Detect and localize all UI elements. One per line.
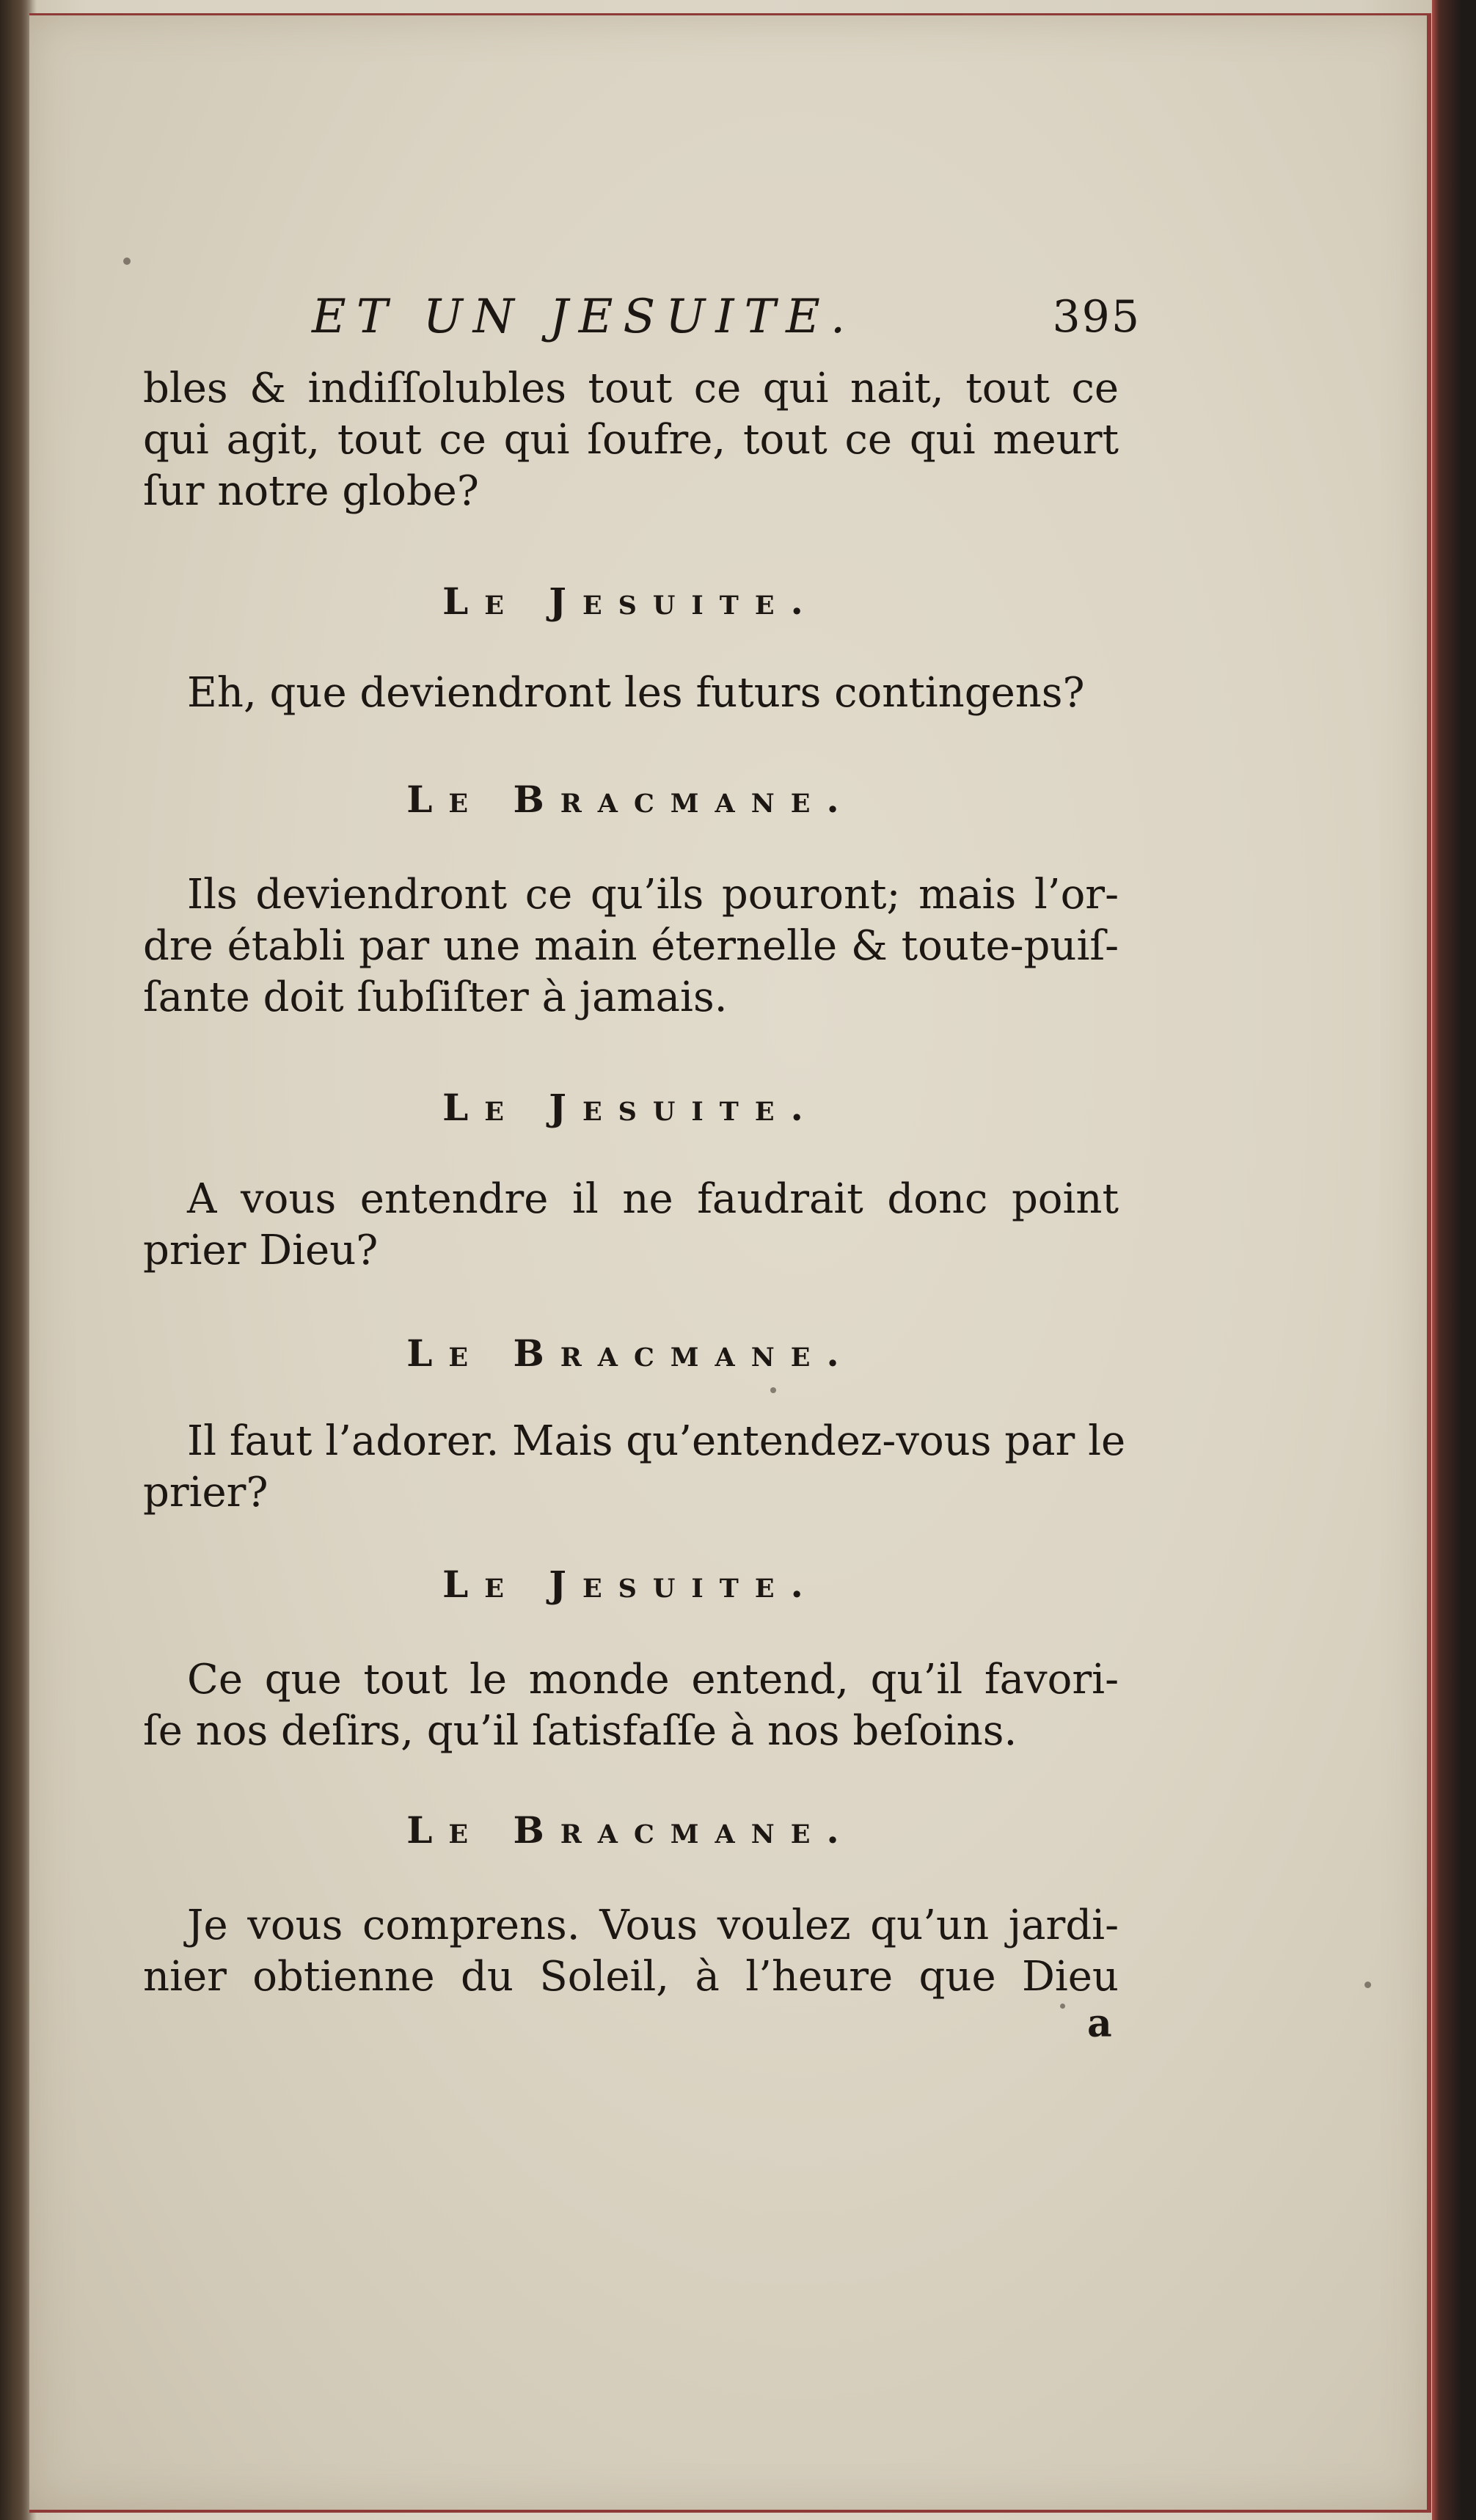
text-line: A vous entendre il ne faudrait donc point — [187, 1175, 1119, 1223]
text-line: prier? — [143, 1469, 268, 1516]
speaker-heading: Le Bracmane. — [406, 778, 855, 821]
foxing-spot — [123, 258, 131, 265]
text-line: Je vous comprens. Vous voulez qu’un jardi- — [187, 1902, 1119, 1949]
text-line: qui agit, tout ce qui ſoufre, tout ce qui meurt — [143, 416, 1119, 464]
speaker-heading: Le Bracmane. — [406, 1808, 855, 1852]
text-line: prier Dieu? — [143, 1227, 379, 1274]
foxing-spot — [1060, 2004, 1065, 2009]
text-line: nier obtienne du Soleil, à l’heure que Dieu — [143, 1953, 1119, 2001]
foxing-spot — [770, 1387, 776, 1393]
speaker-heading: Le Bracmane. — [406, 1332, 855, 1375]
catchword: a — [1087, 2001, 1112, 2046]
page-number: 395 — [1052, 291, 1141, 343]
text-line: dre établi par une main éternelle & toute-puiſ- — [143, 922, 1119, 970]
text-line: ſante doit ſubſiſter à jamais. — [143, 974, 728, 1021]
foxing-spot — [1364, 1982, 1371, 1988]
running-header — [312, 290, 1141, 344]
text-line: Ils deviendront ce qu’ils pouront; mais l’or- — [187, 871, 1119, 918]
text-line: Ce que tout le monde entend, qu’il favori- — [187, 1656, 1119, 1703]
text-line: ſe nos deſirs, qu’il ſatisfaſſe à nos beſoins. — [143, 1707, 1018, 1755]
text-line: bles & indiſſolubles tout ce qui nait, tout ce — [143, 365, 1119, 412]
speaker-heading: Le Jesuite. — [442, 580, 819, 623]
speaker-heading: Le Jesuite. — [442, 1086, 819, 1129]
speaker-heading: Le Jesuite. — [442, 1563, 819, 1606]
running-head-title: ET UN JESUITE. — [312, 290, 856, 344]
text-line: Eh, que deviendront les futurs contingens? — [187, 669, 1085, 717]
text-line: Il faut l’adorer. Mais qu’entendez-vous par le — [187, 1417, 1126, 1465]
page-edge-red — [1432, 0, 1476, 2520]
text-line: ſur notre globe? — [143, 467, 479, 515]
